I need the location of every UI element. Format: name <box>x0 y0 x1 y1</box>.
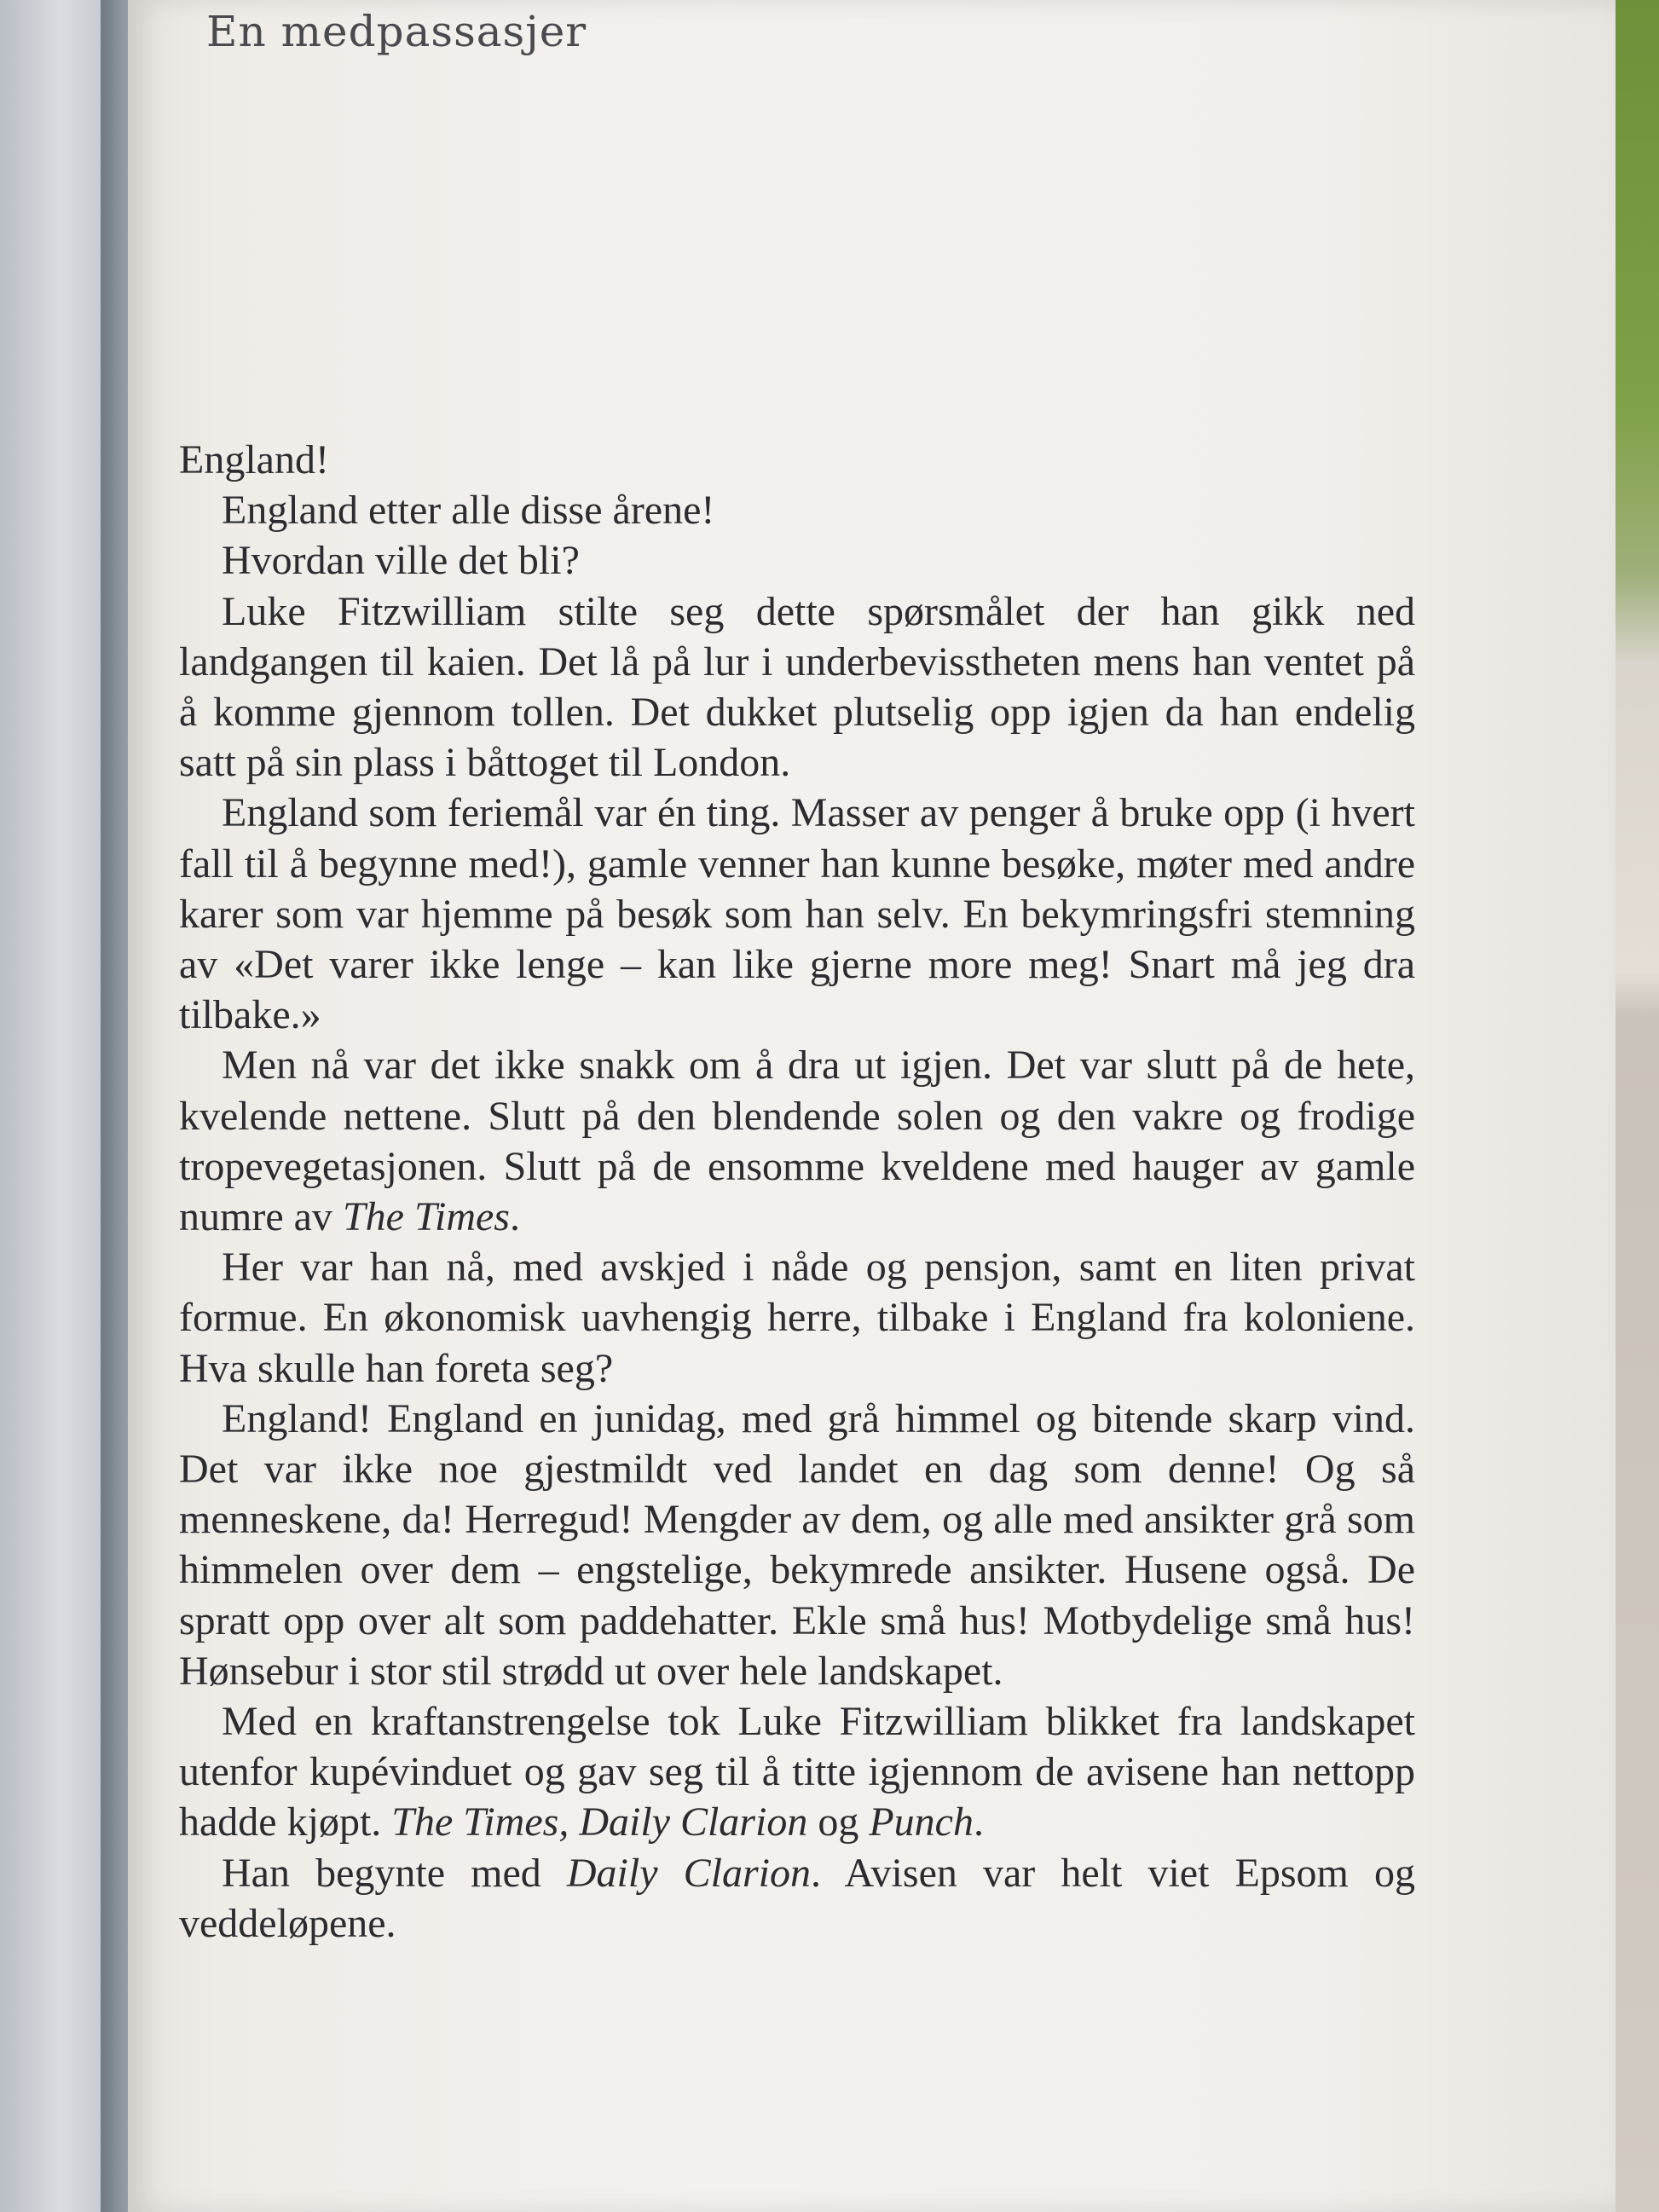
paragraph-text: . <box>509 1194 520 1240</box>
paragraph-5 <box>179 788 1415 1040</box>
paragraph-8 <box>179 1394 1415 1696</box>
paragraph-text: Luke Fitzwilliam stilte seg dette spørsmålet der han gikk ned landgangen til kaien. Det lå på lur i underbevisstheten mens han ventet på å komme gjennom tollen. Det dukket plutselig opp igjen da han endelig satt på sin plass i båttoget til London. <box>179 588 1415 786</box>
paragraph-text: Med en kraftanstrengelse tok Luke Fitzwilliam blikket fra landskapet utenfor kupévinduet og gav seg til å titte igjennom de avisene han nettopp hadde kjøpt. <box>179 1699 1415 1845</box>
paragraph-text: England! <box>179 437 329 482</box>
paragraph-text: Han begynte med <box>222 1850 567 1896</box>
chapter-body <box>179 435 1415 1949</box>
paragraph-text: England! England en junidag, med grå himmel og bitende skarp vind. Det var ikke noe gjestmildt ved landet en dag som denne! Og så menneskene, da! Herregud! Mengder av dem, og alle med ansikter grå som himmelen over dem – engstelige, bekymrede ansikter. Husene også. De spratt opp over alt som paddehatter. Ekle små hus! Motbydelige små hus! Hønsebur i stor stil strødd ut over hele landskapet. <box>179 1395 1415 1694</box>
newspaper-title: Punch <box>869 1799 974 1845</box>
paragraph-text: Hvordan ville det bli? <box>222 538 580 584</box>
paragraph-3 <box>179 535 1415 586</box>
paragraph-2 <box>179 485 1415 535</box>
paragraph-text: England etter alle disse årene! <box>222 488 715 534</box>
paragraph-text: Her var han nå, med avskjed i nåde og pensjon, samt en liten privat formue. En økonomisk uavhengig herre, tilbake i England fra koloniene. Hva skulle han foreta seg? <box>179 1245 1415 1391</box>
book-page <box>128 0 1616 2212</box>
paragraph-4 <box>179 586 1415 788</box>
paragraph-text: Men nå var det ikke snakk om å dra ut igjen. Det var slutt på de hete, kvelende nettene. Slutt på den blendende solen og den vakre og frodige tropevegetasjonen. Slutt på de ensomme kveldene med hauger av gamle numre av <box>179 1042 1415 1240</box>
newspaper-title: Daily Clarion <box>566 1850 811 1896</box>
newspaper-title: The Times <box>342 1194 510 1240</box>
paragraph-1 <box>179 435 1415 485</box>
paragraph-10 <box>179 1848 1415 1949</box>
chapter-title: En medpassasjer <box>206 7 587 56</box>
paragraph-7 <box>179 1242 1415 1394</box>
newspaper-titles: The Times, Daily Clarion <box>391 1799 808 1845</box>
paragraph-6 <box>179 1040 1415 1242</box>
paragraph-text: og <box>807 1799 870 1845</box>
paragraph-9 <box>179 1696 1415 1848</box>
paragraph-text: . <box>973 1799 984 1845</box>
paragraph-text: . Avisen var helt viet Epsom og veddeløpene. <box>179 1850 1415 1946</box>
paragraph-text: England som feriemål var én ting. Masser av penger å bruke opp (i hvert fall til å begynne med!), gamle venner han kunne besøke, møter med andre karer som var hjemme på besøk som han selv. En bekymringsfri stemning av «Det varer ikke lenge – kan like gjerne more meg! Snart må jeg dra tilbake.» <box>179 790 1415 1038</box>
left-page-edge <box>0 0 102 2212</box>
